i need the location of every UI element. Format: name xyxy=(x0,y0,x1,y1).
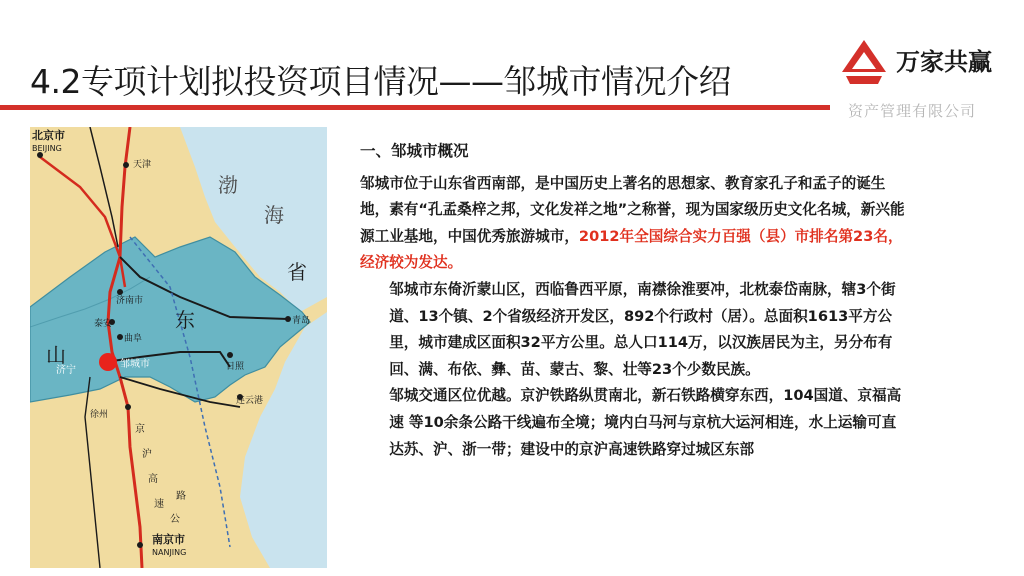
map-label-rail-2: 沪 xyxy=(142,449,152,460)
map-label-rizhao: 日照 xyxy=(226,362,245,372)
paragraph-overview-text: 邹城市位于山东省西南部，是中国历史上著名的思想家、教育家孔子和孟子的诞生地，素有“孔孟桑梓之邦，文化发祥之地”之称誉，现为国家级历史文化名城，新兴能源工业基地，中国优秀旅游城市， xyxy=(360,174,905,245)
map-label-lianyungang: 连云港 xyxy=(236,396,264,406)
company-subtitle: 资产管理有限公司 xyxy=(848,102,977,120)
map-label-sea-2: 海 xyxy=(264,203,284,227)
paragraph-overview xyxy=(360,171,908,277)
map-label-rail-6: 路 xyxy=(176,491,186,502)
section-heading: 一、邹城市概况 xyxy=(360,142,469,160)
map-label-xuzhou: 徐州 xyxy=(90,410,109,420)
map-label-province-3: 省 xyxy=(287,260,307,284)
map-label-beijing: 北京市 xyxy=(32,129,65,142)
city-intro-text xyxy=(360,138,908,463)
map-label-nanjing: 南京市 xyxy=(152,533,185,546)
company-logo-icon xyxy=(840,38,888,86)
company-name: 万家共赢 xyxy=(896,48,992,76)
page-title: 4.2专项计划拟投资项目情况——邹城市情况介绍 xyxy=(30,62,731,101)
map-label-qingdao: 青岛 xyxy=(292,316,311,326)
paragraph-overview-highlight: 2012年全国综合实力百强（县）市排名第23名，经济较为发达。 xyxy=(360,227,903,272)
map-label-jinan: 济南市 xyxy=(116,296,144,306)
map-label-rail-1: 京 xyxy=(135,424,145,435)
map-label-sea-1: 渤 xyxy=(218,173,238,197)
map-label-qufu: 曲阜 xyxy=(124,334,143,344)
map-label-jining: 济宁 xyxy=(56,365,76,376)
location-map xyxy=(30,127,327,568)
map-label-rail-3: 高 xyxy=(148,474,158,485)
map-label-zoucheng: 邹城市 xyxy=(120,359,150,370)
map-label-province-2: 东 xyxy=(175,308,195,332)
map-label-taian: 泰安 xyxy=(94,319,113,329)
map-label-rail-5: 公 xyxy=(170,514,180,525)
map-label-tianjin: 天津 xyxy=(133,160,152,170)
map-label-beijing-en: BEIJING xyxy=(32,144,62,153)
paragraph-transport: 邹城交通区位优越。京沪铁路纵贯南北，新石铁路横穿东西，104国道、京福高速 等10余条公路干线遍布全境；境内白马河与京杭大运河相连，水上运输可直达苏、沪、浙一带；建设中的京沪高速铁路穿过城区东部 xyxy=(389,387,902,458)
map-zoucheng-highlight xyxy=(99,353,117,371)
map-label-nanjing-en: NANJING xyxy=(152,548,187,557)
paragraph-geography: 邹城市东倚沂蒙山区，西临鲁西平原，南襟徐淮要冲，北枕泰岱南脉，辖3个街道、13个镇、2个省级经济开发区，892个行政村（居）。总面积1613平方公里，城市建成区面积32平方公里。总人口114万，以汉族居民为主，另分布有回、满、布依、彝、苗、蒙古、黎、壮等23个少数民族。 xyxy=(389,280,896,378)
title-underline xyxy=(0,105,830,110)
map-label-rail-4: 速 xyxy=(154,499,164,510)
map-label-province-1: 山 xyxy=(46,343,66,367)
